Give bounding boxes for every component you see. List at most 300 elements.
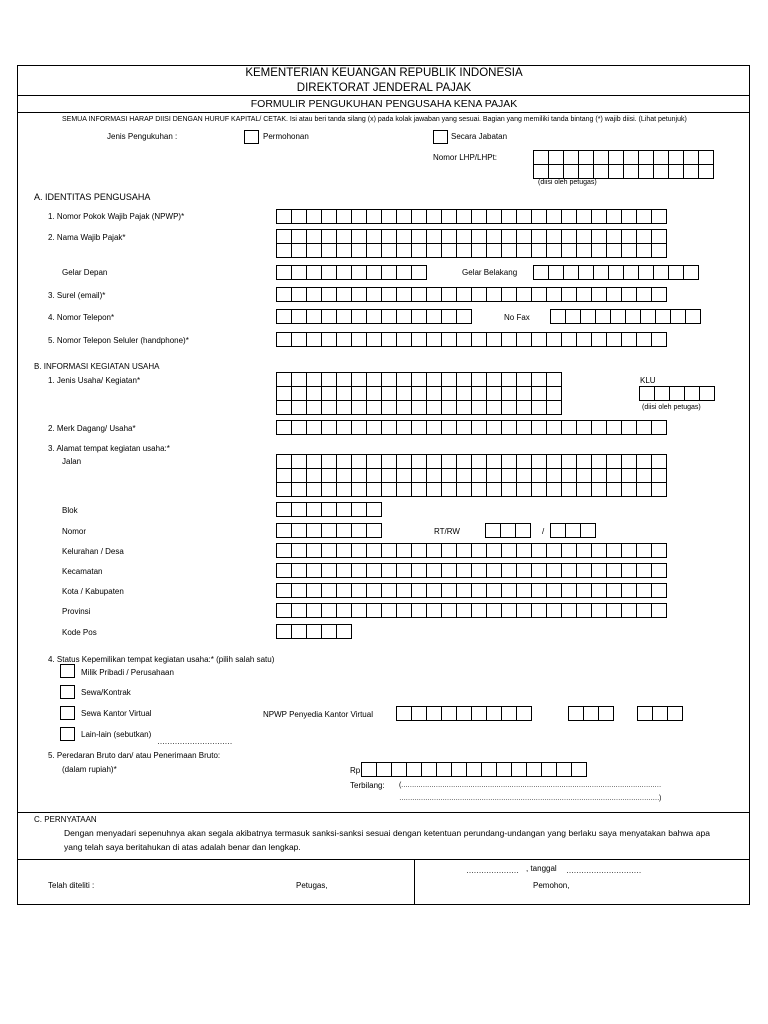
char-box[interactable] bbox=[576, 563, 592, 578]
char-box[interactable] bbox=[516, 229, 532, 244]
char-box[interactable] bbox=[668, 265, 684, 280]
char-box[interactable] bbox=[501, 400, 517, 415]
status-lain-checkbox[interactable] bbox=[60, 727, 75, 741]
char-box[interactable] bbox=[351, 265, 367, 280]
char-box[interactable] bbox=[291, 243, 307, 258]
char-box[interactable] bbox=[561, 454, 577, 469]
char-box[interactable] bbox=[606, 332, 622, 347]
char-box[interactable] bbox=[636, 332, 652, 347]
char-box[interactable] bbox=[698, 164, 714, 179]
char-box[interactable] bbox=[411, 603, 427, 618]
char-box[interactable] bbox=[411, 400, 427, 415]
char-box[interactable] bbox=[546, 209, 562, 224]
char-box[interactable] bbox=[306, 265, 322, 280]
char-box[interactable] bbox=[381, 229, 397, 244]
char-box[interactable] bbox=[531, 209, 547, 224]
char-box[interactable] bbox=[396, 420, 412, 435]
char-box[interactable] bbox=[396, 209, 412, 224]
char-box[interactable] bbox=[306, 372, 322, 387]
char-box[interactable] bbox=[561, 229, 577, 244]
npwp-virtual-boxes-a[interactable] bbox=[397, 706, 532, 721]
char-box[interactable] bbox=[606, 583, 622, 598]
char-box[interactable] bbox=[351, 229, 367, 244]
char-box[interactable] bbox=[561, 603, 577, 618]
char-box[interactable] bbox=[471, 706, 487, 721]
char-box[interactable] bbox=[621, 454, 637, 469]
nama-boxes-row1[interactable] bbox=[277, 229, 667, 244]
nomor-boxes[interactable] bbox=[277, 523, 382, 538]
char-box[interactable] bbox=[565, 523, 581, 538]
char-box[interactable] bbox=[591, 454, 607, 469]
char-box[interactable] bbox=[336, 624, 352, 639]
char-box[interactable] bbox=[321, 543, 337, 558]
char-box[interactable] bbox=[441, 543, 457, 558]
char-box[interactable] bbox=[291, 624, 307, 639]
npwp-virtual-boxes-c[interactable] bbox=[638, 706, 683, 721]
char-box[interactable] bbox=[306, 482, 322, 497]
char-box[interactable] bbox=[576, 243, 592, 258]
char-box[interactable] bbox=[396, 706, 412, 721]
char-box[interactable] bbox=[471, 386, 487, 401]
char-box[interactable] bbox=[471, 400, 487, 415]
char-box[interactable] bbox=[621, 563, 637, 578]
char-box[interactable] bbox=[456, 468, 472, 483]
nama-boxes-row2[interactable] bbox=[277, 243, 667, 258]
char-box[interactable] bbox=[606, 229, 622, 244]
char-box[interactable] bbox=[396, 287, 412, 302]
char-box[interactable] bbox=[351, 420, 367, 435]
char-box[interactable] bbox=[396, 454, 412, 469]
char-box[interactable] bbox=[291, 563, 307, 578]
status-virtual-checkbox[interactable] bbox=[60, 706, 75, 720]
char-box[interactable] bbox=[351, 482, 367, 497]
char-box[interactable] bbox=[683, 150, 699, 165]
char-box[interactable] bbox=[456, 332, 472, 347]
char-box[interactable] bbox=[698, 150, 714, 165]
char-box[interactable] bbox=[276, 400, 292, 415]
char-box[interactable] bbox=[669, 386, 685, 401]
char-box[interactable] bbox=[608, 164, 624, 179]
char-box[interactable] bbox=[336, 420, 352, 435]
char-box[interactable] bbox=[456, 309, 472, 324]
char-box[interactable] bbox=[276, 543, 292, 558]
char-box[interactable] bbox=[351, 309, 367, 324]
char-box[interactable] bbox=[531, 372, 547, 387]
char-box[interactable] bbox=[533, 265, 549, 280]
char-box[interactable] bbox=[366, 603, 382, 618]
char-box[interactable] bbox=[471, 563, 487, 578]
char-box[interactable] bbox=[563, 265, 579, 280]
char-box[interactable] bbox=[391, 762, 407, 777]
jenis-usaha-boxes-row2[interactable] bbox=[277, 386, 562, 401]
char-box[interactable] bbox=[486, 386, 502, 401]
char-box[interactable] bbox=[531, 563, 547, 578]
char-box[interactable] bbox=[531, 454, 547, 469]
char-box[interactable] bbox=[578, 150, 594, 165]
char-box[interactable] bbox=[351, 209, 367, 224]
char-box[interactable] bbox=[486, 372, 502, 387]
char-box[interactable] bbox=[306, 502, 322, 517]
char-box[interactable] bbox=[591, 287, 607, 302]
char-box[interactable] bbox=[336, 287, 352, 302]
char-box[interactable] bbox=[651, 603, 667, 618]
char-box[interactable] bbox=[471, 454, 487, 469]
char-box[interactable] bbox=[441, 420, 457, 435]
char-box[interactable] bbox=[336, 502, 352, 517]
char-box[interactable] bbox=[636, 563, 652, 578]
char-box[interactable] bbox=[548, 265, 564, 280]
char-box[interactable] bbox=[441, 583, 457, 598]
char-box[interactable] bbox=[456, 563, 472, 578]
char-box[interactable] bbox=[486, 243, 502, 258]
char-box[interactable] bbox=[291, 523, 307, 538]
char-box[interactable] bbox=[366, 400, 382, 415]
char-box[interactable] bbox=[366, 309, 382, 324]
gelar-depan-boxes[interactable] bbox=[277, 265, 427, 280]
char-box[interactable] bbox=[381, 583, 397, 598]
char-box[interactable] bbox=[571, 762, 587, 777]
char-box[interactable] bbox=[526, 762, 542, 777]
char-box[interactable] bbox=[366, 468, 382, 483]
char-box[interactable] bbox=[471, 243, 487, 258]
char-box[interactable] bbox=[653, 265, 669, 280]
merk-boxes[interactable] bbox=[277, 420, 667, 435]
char-box[interactable] bbox=[561, 287, 577, 302]
char-box[interactable] bbox=[636, 243, 652, 258]
char-box[interactable] bbox=[306, 287, 322, 302]
char-box[interactable] bbox=[291, 454, 307, 469]
char-box[interactable] bbox=[396, 309, 412, 324]
char-box[interactable] bbox=[426, 372, 442, 387]
char-box[interactable] bbox=[336, 229, 352, 244]
kelurahan-boxes[interactable] bbox=[277, 543, 667, 558]
char-box[interactable] bbox=[306, 583, 322, 598]
char-box[interactable] bbox=[361, 762, 377, 777]
char-box[interactable] bbox=[546, 468, 562, 483]
char-box[interactable] bbox=[651, 583, 667, 598]
char-box[interactable] bbox=[621, 482, 637, 497]
char-box[interactable] bbox=[441, 482, 457, 497]
char-box[interactable] bbox=[321, 309, 337, 324]
char-box[interactable] bbox=[381, 309, 397, 324]
char-box[interactable] bbox=[336, 209, 352, 224]
char-box[interactable] bbox=[486, 563, 502, 578]
char-box[interactable] bbox=[531, 468, 547, 483]
char-box[interactable] bbox=[606, 468, 622, 483]
char-box[interactable] bbox=[381, 420, 397, 435]
char-box[interactable] bbox=[456, 454, 472, 469]
char-box[interactable] bbox=[501, 229, 517, 244]
char-box[interactable] bbox=[561, 468, 577, 483]
char-box[interactable] bbox=[576, 603, 592, 618]
char-box[interactable] bbox=[456, 603, 472, 618]
char-box[interactable] bbox=[321, 265, 337, 280]
char-box[interactable] bbox=[583, 706, 599, 721]
char-box[interactable] bbox=[486, 454, 502, 469]
char-box[interactable] bbox=[396, 468, 412, 483]
rt-boxes[interactable] bbox=[486, 523, 531, 538]
char-box[interactable] bbox=[606, 454, 622, 469]
char-box[interactable] bbox=[321, 287, 337, 302]
char-box[interactable] bbox=[291, 482, 307, 497]
char-box[interactable] bbox=[411, 482, 427, 497]
char-box[interactable] bbox=[306, 468, 322, 483]
char-box[interactable] bbox=[546, 243, 562, 258]
char-box[interactable] bbox=[441, 386, 457, 401]
char-box[interactable] bbox=[411, 372, 427, 387]
char-box[interactable] bbox=[548, 164, 564, 179]
char-box[interactable] bbox=[591, 229, 607, 244]
char-box[interactable] bbox=[651, 287, 667, 302]
char-box[interactable] bbox=[501, 706, 517, 721]
char-box[interactable] bbox=[501, 543, 517, 558]
klu-boxes[interactable] bbox=[640, 386, 715, 401]
char-box[interactable] bbox=[456, 243, 472, 258]
char-box[interactable] bbox=[366, 502, 382, 517]
char-box[interactable] bbox=[441, 454, 457, 469]
char-box[interactable] bbox=[426, 543, 442, 558]
char-box[interactable] bbox=[276, 372, 292, 387]
char-box[interactable] bbox=[411, 543, 427, 558]
char-box[interactable] bbox=[306, 332, 322, 347]
char-box[interactable] bbox=[441, 287, 457, 302]
char-box[interactable] bbox=[501, 287, 517, 302]
char-box[interactable] bbox=[351, 372, 367, 387]
char-box[interactable] bbox=[651, 482, 667, 497]
char-box[interactable] bbox=[651, 468, 667, 483]
char-box[interactable] bbox=[595, 309, 611, 324]
char-box[interactable] bbox=[381, 543, 397, 558]
char-box[interactable] bbox=[546, 563, 562, 578]
char-box[interactable] bbox=[336, 243, 352, 258]
char-box[interactable] bbox=[546, 420, 562, 435]
char-box[interactable] bbox=[411, 229, 427, 244]
char-box[interactable] bbox=[321, 332, 337, 347]
char-box[interactable] bbox=[684, 386, 700, 401]
char-box[interactable] bbox=[516, 400, 532, 415]
char-box[interactable] bbox=[291, 287, 307, 302]
char-box[interactable] bbox=[561, 243, 577, 258]
char-box[interactable] bbox=[683, 164, 699, 179]
terbilang-line2[interactable]: …………………………………………………………………………………………………………) bbox=[399, 795, 661, 802]
jalan-boxes-row2[interactable] bbox=[277, 468, 667, 483]
jenis-usaha-boxes-row3[interactable] bbox=[277, 400, 562, 415]
char-box[interactable] bbox=[451, 762, 467, 777]
char-box[interactable] bbox=[668, 164, 684, 179]
char-box[interactable] bbox=[501, 386, 517, 401]
char-box[interactable] bbox=[486, 583, 502, 598]
char-box[interactable] bbox=[366, 482, 382, 497]
char-box[interactable] bbox=[406, 762, 422, 777]
char-box[interactable] bbox=[576, 420, 592, 435]
char-box[interactable] bbox=[621, 243, 637, 258]
terbilang-line1[interactable]: (………………………………………………………………………………………………………… bbox=[399, 782, 661, 789]
char-box[interactable] bbox=[533, 164, 549, 179]
char-box[interactable] bbox=[291, 468, 307, 483]
char-box[interactable] bbox=[291, 386, 307, 401]
char-box[interactable] bbox=[456, 400, 472, 415]
char-box[interactable] bbox=[321, 454, 337, 469]
char-box[interactable] bbox=[516, 209, 532, 224]
char-box[interactable] bbox=[636, 603, 652, 618]
char-box[interactable] bbox=[593, 164, 609, 179]
char-box[interactable] bbox=[636, 482, 652, 497]
char-box[interactable] bbox=[546, 400, 562, 415]
char-box[interactable] bbox=[291, 420, 307, 435]
char-box[interactable] bbox=[466, 762, 482, 777]
char-box[interactable] bbox=[516, 482, 532, 497]
char-box[interactable] bbox=[621, 468, 637, 483]
char-box[interactable] bbox=[516, 583, 532, 598]
jalan-boxes-row1[interactable] bbox=[277, 454, 667, 469]
char-box[interactable] bbox=[336, 454, 352, 469]
char-box[interactable] bbox=[336, 563, 352, 578]
char-box[interactable] bbox=[546, 583, 562, 598]
blok-boxes[interactable] bbox=[277, 502, 382, 517]
char-box[interactable] bbox=[351, 400, 367, 415]
char-box[interactable] bbox=[531, 420, 547, 435]
char-box[interactable] bbox=[421, 762, 437, 777]
kodepos-boxes[interactable] bbox=[277, 624, 352, 639]
char-box[interactable] bbox=[501, 468, 517, 483]
char-box[interactable] bbox=[606, 243, 622, 258]
char-box[interactable] bbox=[651, 563, 667, 578]
char-box[interactable] bbox=[561, 482, 577, 497]
char-box[interactable] bbox=[591, 563, 607, 578]
char-box[interactable] bbox=[638, 150, 654, 165]
char-box[interactable] bbox=[591, 468, 607, 483]
char-box[interactable] bbox=[291, 309, 307, 324]
char-box[interactable] bbox=[336, 482, 352, 497]
char-box[interactable] bbox=[276, 454, 292, 469]
char-box[interactable] bbox=[606, 287, 622, 302]
char-box[interactable] bbox=[366, 523, 382, 538]
char-box[interactable] bbox=[426, 287, 442, 302]
char-box[interactable] bbox=[291, 265, 307, 280]
char-box[interactable] bbox=[636, 209, 652, 224]
char-box[interactable] bbox=[321, 386, 337, 401]
char-box[interactable] bbox=[336, 400, 352, 415]
char-box[interactable] bbox=[621, 229, 637, 244]
char-box[interactable] bbox=[471, 583, 487, 598]
char-box[interactable] bbox=[381, 468, 397, 483]
char-box[interactable] bbox=[556, 762, 572, 777]
char-box[interactable] bbox=[291, 583, 307, 598]
char-box[interactable] bbox=[336, 583, 352, 598]
char-box[interactable] bbox=[321, 563, 337, 578]
char-box[interactable] bbox=[501, 563, 517, 578]
char-box[interactable] bbox=[456, 386, 472, 401]
char-box[interactable] bbox=[381, 386, 397, 401]
char-box[interactable] bbox=[321, 502, 337, 517]
char-box[interactable] bbox=[621, 603, 637, 618]
char-box[interactable] bbox=[563, 150, 579, 165]
char-box[interactable] bbox=[291, 229, 307, 244]
char-box[interactable] bbox=[546, 372, 562, 387]
char-box[interactable] bbox=[565, 309, 581, 324]
char-box[interactable] bbox=[396, 563, 412, 578]
char-box[interactable] bbox=[306, 400, 322, 415]
char-box[interactable] bbox=[351, 563, 367, 578]
char-box[interactable] bbox=[668, 150, 684, 165]
char-box[interactable] bbox=[516, 543, 532, 558]
char-box[interactable] bbox=[591, 243, 607, 258]
char-box[interactable] bbox=[321, 400, 337, 415]
char-box[interactable] bbox=[306, 454, 322, 469]
char-box[interactable] bbox=[411, 420, 427, 435]
char-box[interactable] bbox=[366, 229, 382, 244]
char-box[interactable] bbox=[381, 482, 397, 497]
char-box[interactable] bbox=[486, 209, 502, 224]
status-milik-checkbox[interactable] bbox=[60, 664, 75, 678]
char-box[interactable] bbox=[580, 523, 596, 538]
char-box[interactable] bbox=[381, 209, 397, 224]
char-box[interactable] bbox=[411, 468, 427, 483]
char-box[interactable] bbox=[598, 706, 614, 721]
char-box[interactable] bbox=[471, 543, 487, 558]
char-box[interactable] bbox=[411, 309, 427, 324]
char-box[interactable] bbox=[291, 543, 307, 558]
char-box[interactable] bbox=[576, 209, 592, 224]
char-box[interactable] bbox=[441, 563, 457, 578]
char-box[interactable] bbox=[486, 603, 502, 618]
kecamatan-boxes[interactable] bbox=[277, 563, 667, 578]
char-box[interactable] bbox=[396, 229, 412, 244]
char-box[interactable] bbox=[531, 287, 547, 302]
char-box[interactable] bbox=[486, 332, 502, 347]
char-box[interactable] bbox=[501, 209, 517, 224]
char-box[interactable] bbox=[306, 420, 322, 435]
char-box[interactable] bbox=[625, 309, 641, 324]
char-box[interactable] bbox=[516, 563, 532, 578]
char-box[interactable] bbox=[578, 265, 594, 280]
char-box[interactable] bbox=[654, 386, 670, 401]
char-box[interactable] bbox=[441, 229, 457, 244]
char-box[interactable] bbox=[576, 482, 592, 497]
char-box[interactable] bbox=[486, 400, 502, 415]
char-box[interactable] bbox=[366, 583, 382, 598]
char-box[interactable] bbox=[426, 468, 442, 483]
char-box[interactable] bbox=[291, 372, 307, 387]
char-box[interactable] bbox=[576, 454, 592, 469]
char-box[interactable] bbox=[351, 543, 367, 558]
char-box[interactable] bbox=[456, 229, 472, 244]
char-box[interactable] bbox=[276, 386, 292, 401]
secara-jabatan-checkbox[interactable] bbox=[433, 130, 448, 144]
char-box[interactable] bbox=[486, 482, 502, 497]
char-box[interactable] bbox=[576, 287, 592, 302]
char-box[interactable] bbox=[381, 265, 397, 280]
seluler-boxes[interactable] bbox=[277, 332, 667, 347]
char-box[interactable] bbox=[411, 583, 427, 598]
char-box[interactable] bbox=[533, 150, 549, 165]
char-box[interactable] bbox=[396, 332, 412, 347]
char-box[interactable] bbox=[351, 583, 367, 598]
char-box[interactable] bbox=[516, 706, 532, 721]
char-box[interactable] bbox=[608, 150, 624, 165]
char-box[interactable] bbox=[546, 386, 562, 401]
char-box[interactable] bbox=[396, 400, 412, 415]
char-box[interactable] bbox=[501, 372, 517, 387]
char-box[interactable] bbox=[336, 468, 352, 483]
char-box[interactable] bbox=[486, 229, 502, 244]
char-box[interactable] bbox=[621, 332, 637, 347]
char-box[interactable] bbox=[500, 523, 516, 538]
char-box[interactable] bbox=[321, 229, 337, 244]
char-box[interactable] bbox=[623, 265, 639, 280]
char-box[interactable] bbox=[550, 309, 566, 324]
char-box[interactable] bbox=[321, 372, 337, 387]
